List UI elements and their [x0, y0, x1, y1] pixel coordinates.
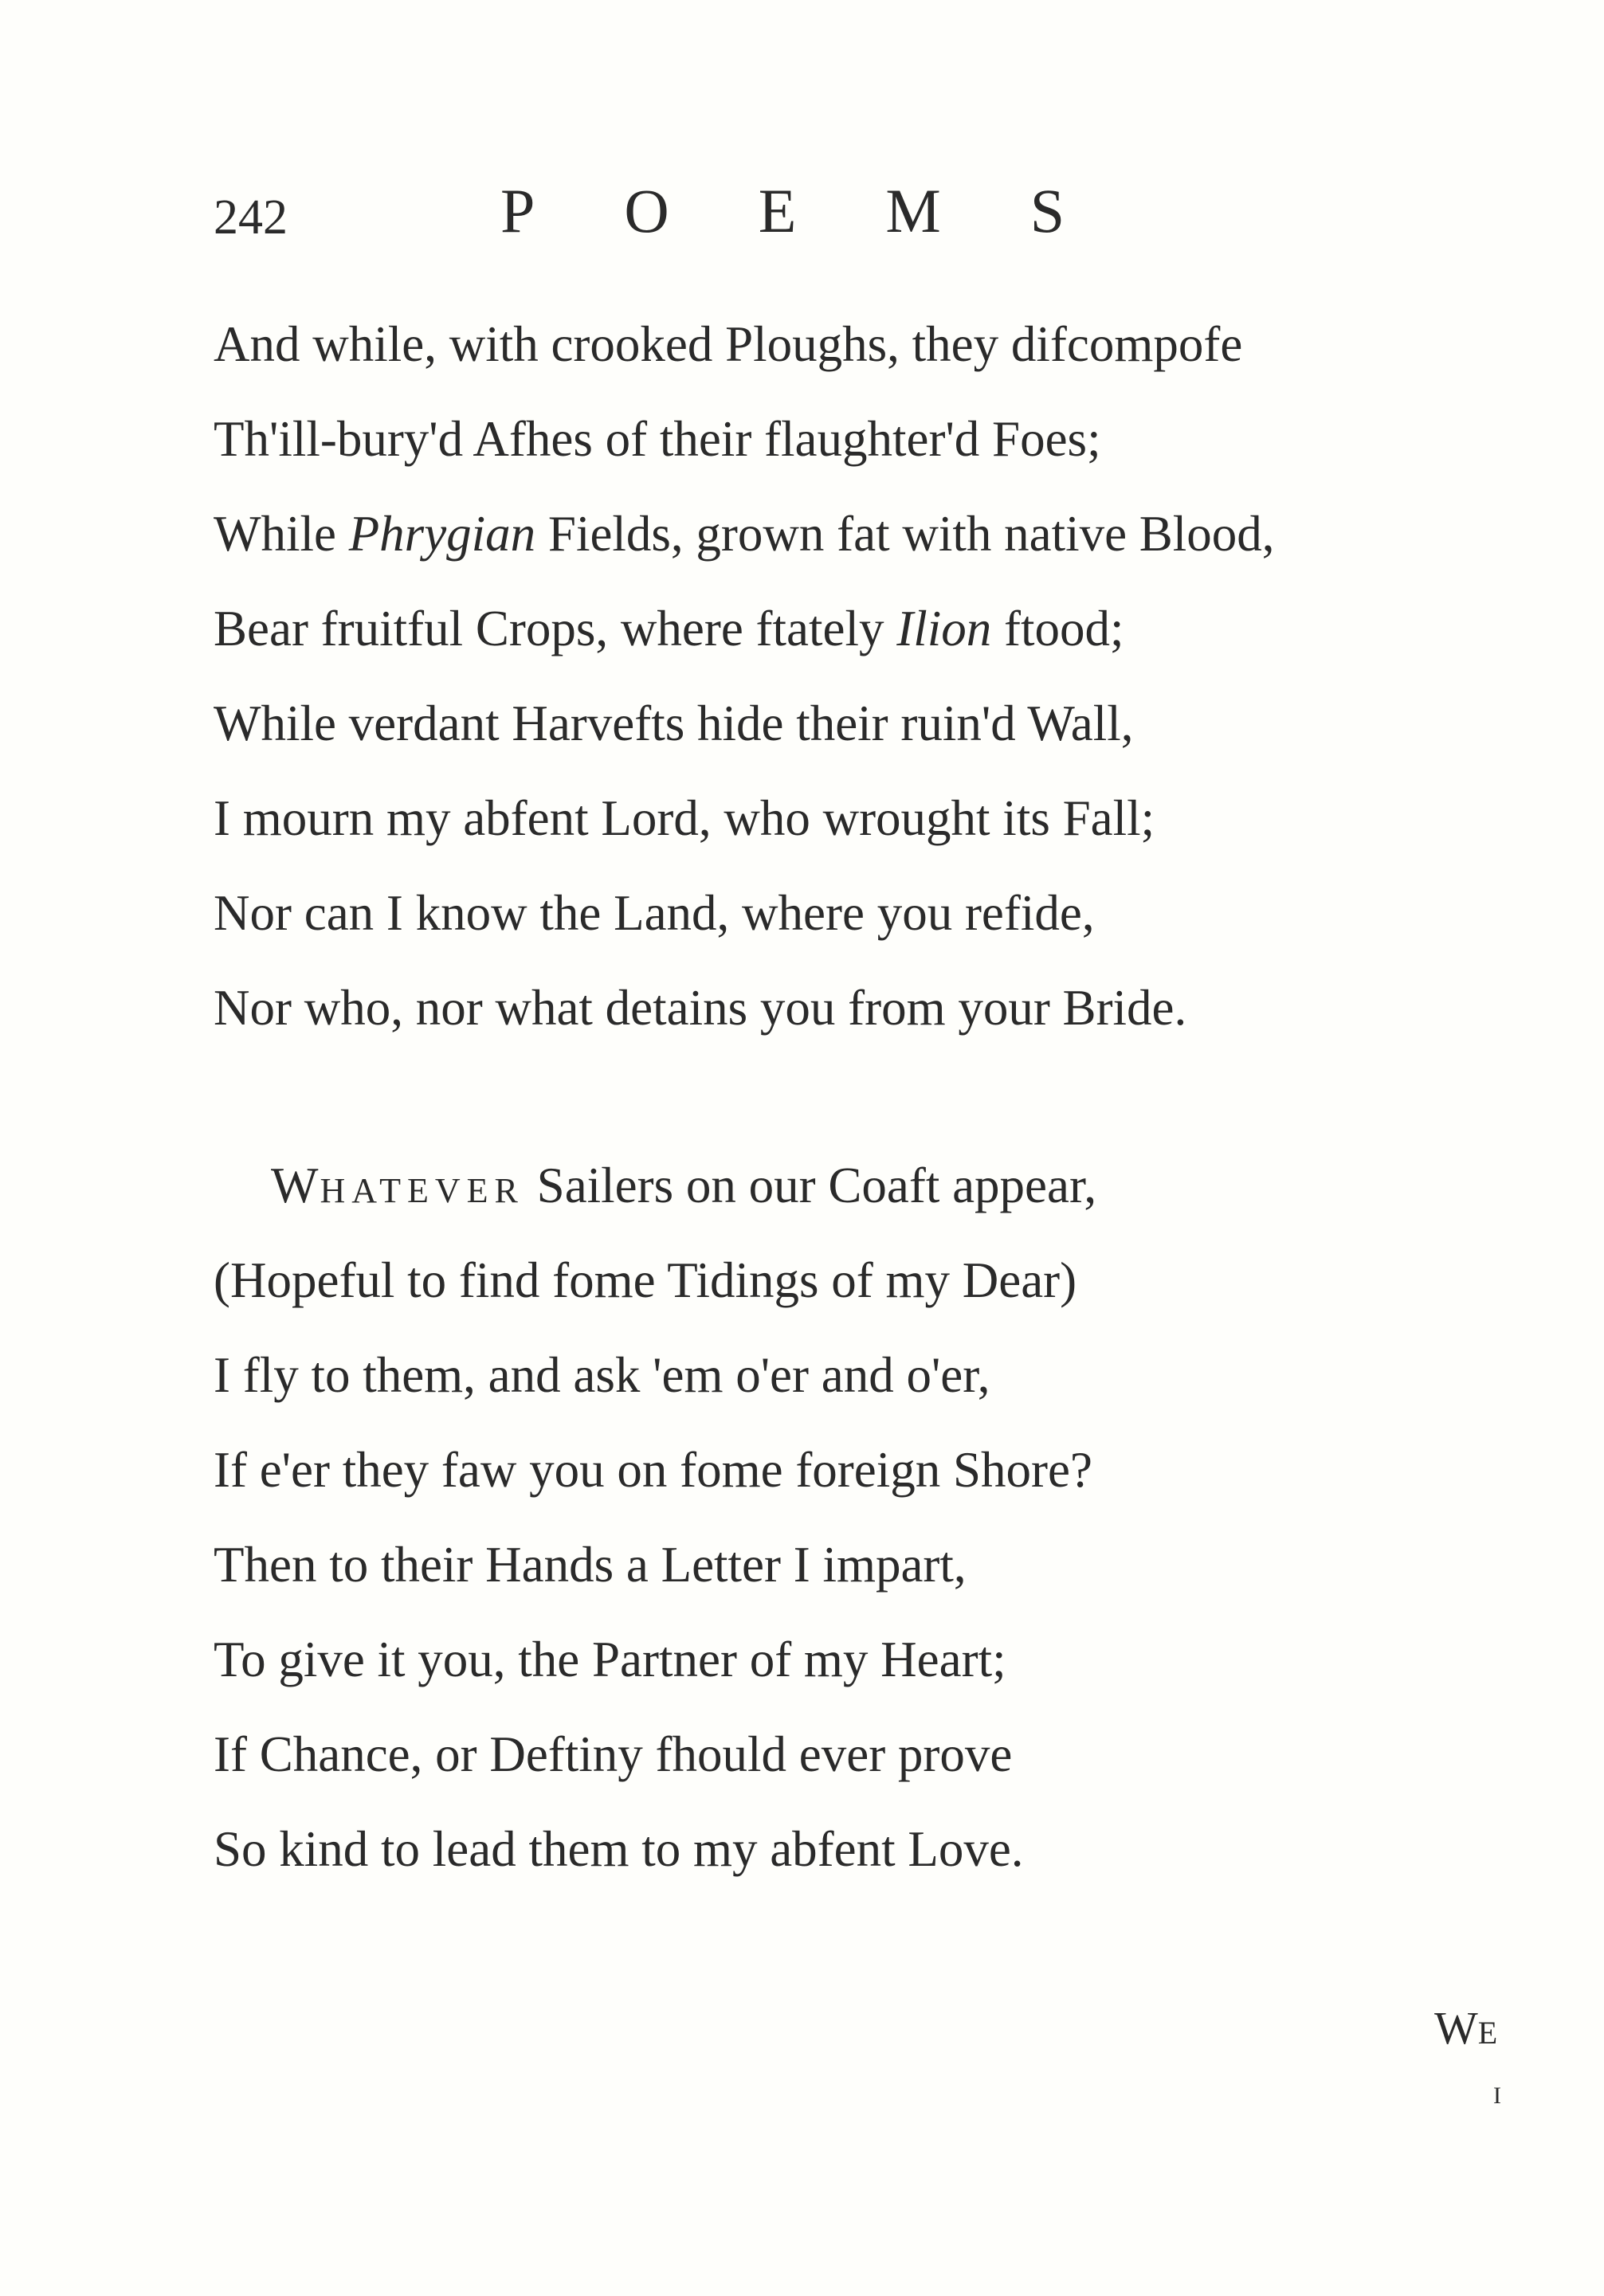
page-number: 242: [214, 190, 288, 245]
signature-mark: I: [1493, 2082, 1501, 2109]
verse-line: To give it you, the Partner of my Heart;: [214, 1632, 1006, 1687]
verse-text: Bear fruitful Crops, where ftately: [214, 601, 897, 656]
verse-line: [214, 597, 1528, 692]
catchword: [1434, 2001, 1497, 2055]
lead-word: [271, 1158, 524, 1213]
verse-line: So kind to lead them to my abfent Love.: [214, 1821, 1024, 1877]
verse-line: Th'ill-bury'd Afhes of their flaughter'd Foes;: [214, 411, 1101, 467]
running-title: POEMS: [500, 176, 1155, 245]
stanza-1: [214, 312, 1528, 1071]
verse-line: If e'er they faw you on fome foreign Shore?: [214, 1442, 1092, 1498]
catchword-small-caps: E: [1477, 2015, 1498, 2051]
catchword-capital: W: [1434, 2002, 1478, 2054]
verse-line: If Chance, or Deftiny fhould ever prove: [214, 1726, 1013, 1782]
lead-small-caps: HATEVER: [320, 1171, 524, 1210]
italic-name-ilion: Ilion: [896, 601, 992, 656]
verse-line: I fly to them, and ask 'em o'er and o'er,: [214, 1347, 990, 1403]
verse-line: Then to their Hands a Letter I impart,: [214, 1537, 967, 1593]
verse-line: (Hopeful to find fome Tidings of my Dear): [214, 1252, 1077, 1308]
verse-line: [214, 1154, 1528, 1248]
verse-line: [214, 502, 1528, 597]
verse-text: ftood;: [991, 601, 1124, 656]
verse-line: I mourn my abfent Lord, who wrought its Fall;: [214, 790, 1155, 846]
verse-line: Nor who, nor what detains you from your Bride.: [214, 980, 1187, 1036]
italic-name-phrygian: Phrygian: [348, 506, 536, 562]
verse-line: And while, with crooked Ploughs, they difcompofe: [214, 316, 1243, 372]
verse-text: Fields, grown fat with native Blood,: [535, 506, 1275, 562]
verse-text: While: [214, 506, 349, 562]
page-header: [214, 175, 1409, 255]
verse-line: Nor can I know the Land, where you refide,: [214, 885, 1095, 941]
verse-line: While verdant Harvefts hide their ruin'd Wall,: [214, 695, 1134, 751]
lead-capital: W: [271, 1158, 320, 1213]
stanza-2: [214, 1154, 1528, 1912]
verse-text: Sailers on our Coaft appear,: [524, 1158, 1097, 1213]
